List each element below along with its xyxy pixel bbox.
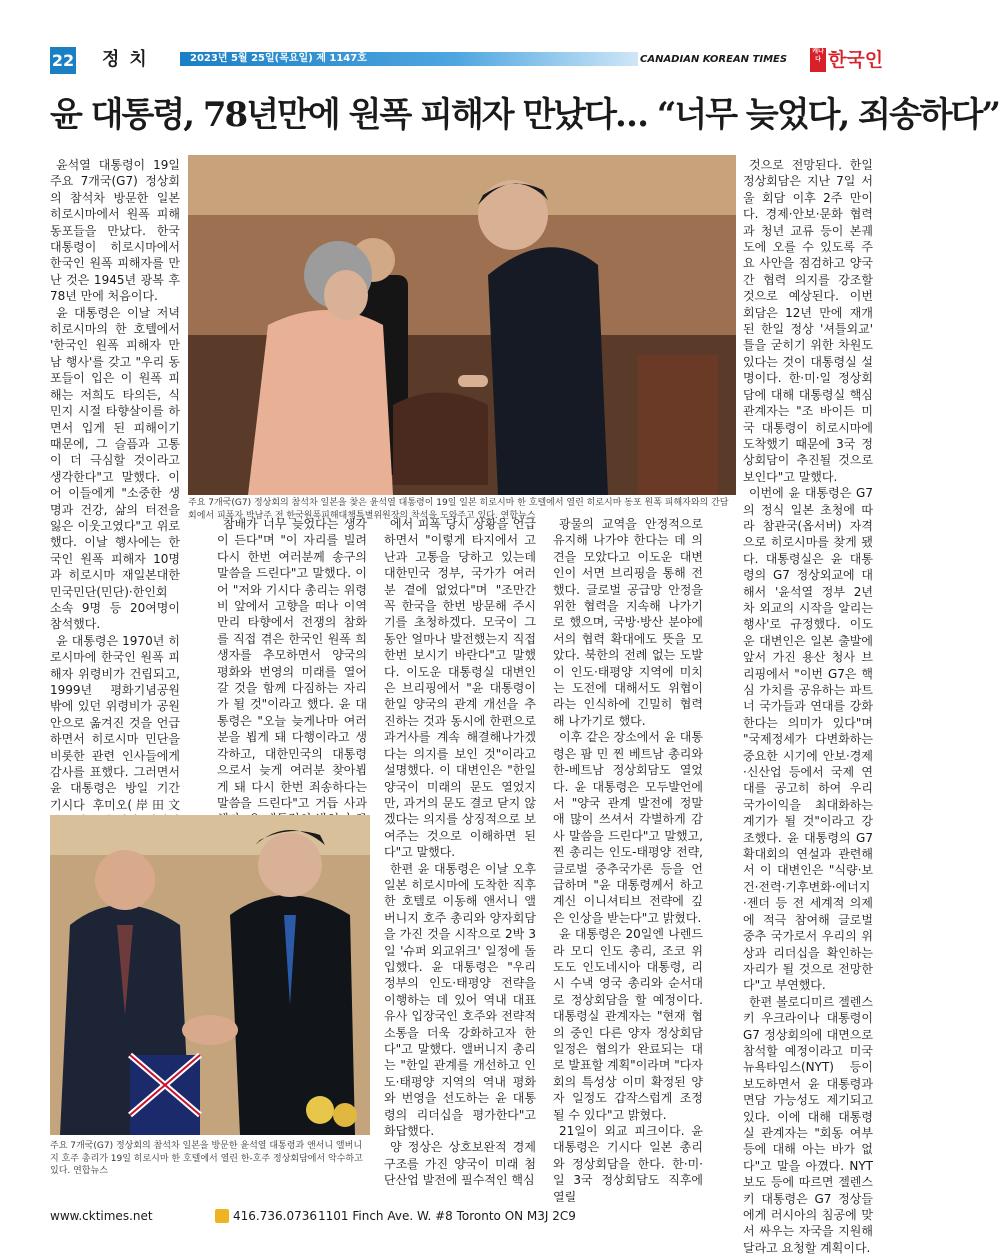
website-link[interactable]: www.cktimes.net <box>50 1209 153 1223</box>
paragraph: 에서 피폭 당시 상황을 언급하면서 "이렇게 타지에서 고난과 고통을 당하고 있는데 대한민국 정부, 국가가 여러분 곁에 없었다"며 "조만간 꼭 한국을 한번 방문해 주시기를 초청하겠다. 모국이 그동안 얼마나 발전했는지 직접 한번 보시기 바란다"고 말했다. 이도운 대통령실 대변인은 브리핑에서 "윤 대통령이 한일 양국의 관계 개선을 추진하는 것과 동시에 한편으로 과거사를 계속 해결해나가겠다는 의지를 보인 것"이라고 설명했다. 이 대변인은 "한일 양국이 미래의 문도 열었지만, 과거의 문도 결코 닫지 않겠다는 의지를 상징적으로 보여주는 것으로 이해하면 된다"고 말했다. <box>384 517 536 860</box>
paper-logo <box>810 46 884 74</box>
paper-english-name: CANADIAN KOREAN TIMES <box>640 54 788 65</box>
logo-text: 한국인 <box>828 49 884 71</box>
page-header <box>50 46 884 76</box>
photo2-caption: 주요 7개국(G7) 정상회의 참석차 일본을 방문한 윤석열 대통령과 앤서니 앨버니지 호주 총리가 19일 히로시마 한 호텔에서 열린 한-호주 정상회담에서 악수하고 있다. 연합뉴스 <box>50 1141 363 1176</box>
paragraph: 윤 대통령은 1970년 히로시마에 한국인 원폭 피해자 위령비가 건립되고, 1999년 평화기념공원 밖에 있던 위령비가 공원 안으로 옮겨진 것을 언급하면서 히로시마 민단을 비롯한 관련 인사들에게 감사를 표했다. 그러면서 윤 대통령은 방일 기간 기시다 후미오(岸田文 <box>50 633 180 812</box>
photo-hiroshima-meeting <box>188 155 736 495</box>
paragraph: 윤 대통령은 20일엔 나렌드라 모디 인도 총리, 조코 위도도 인도네시아 대통령, 리시 수낵 영국 총리와 순서대로 정상회담을 할 예정이다. 대통령실 관계자는 "현재 협의 중인 다른 양자 정상회담 일정은 협의가 완료되는 대로 발표할 계획"이라며 "다자회의 특성상 이미 확정된 양자 일정도 갑작스럽게 조정될 수 있다"고 밝혔다. <box>553 927 703 1122</box>
photo-korea-australia-summit <box>50 815 370 1135</box>
phone-icon <box>215 1209 229 1223</box>
paragraph: 이후 같은 장소에서 윤 대통령은 팜 민 찐 베트남 총리와 한-베트남 정상회담도 열었다. 윤 대통령은 모두발언에서 "양국 관계 발전에 정말 애 많이 쓰셔서 각별하게 감사 말씀을 드린다"고 말했고, 찐 총리는 인도-태평양 전략, 글로벌 중추국가론 등을 언급하며 "윤 대통령께서 하고 계신 이니셔티브 전략에 깊은 인상을 받는다"고 밝혔다. <box>553 730 703 925</box>
paragraph: 양 정상은 상호보완적 경제구조를 가진 양국이 미래 첨단산업 발전에 필수적인 핵심 <box>384 1140 536 1188</box>
paragraph: 이번에 윤 대통령은 G7의 정식 일본 초청에 따라 참관국(옵서버) 자격으로 히로시마를 찾게 됐다. 대통령실은 윤 대통령의 G7 정상외교에 대해서 '윤석열 정부 2년 차 외교의 시작을 알리는 행사'로 규정했다. 이도운 대변인은 일본 출발에 앞서 가진 용산 청사 브리핑에서 "이번 G7은 핵심 가치를 공유하는 파트너 국가들과 연대를 강화한다는 의미가 있다"며 "국제정세가 다변화하는 중요한 시기에 안보·경제·신산업 등에서 국제 연대를 공고히 하여 우리 국가이익을 최대화하는 계기가 될 것"이라고 강조했다. 윤 대통령의 G7 확대회의 연설과 관련해서 이 대변인은 "식량·보건·전력·기후변화·에너지·젠더 등 전 세계적 의제에 적극 참여해 글로벌 중추 국가로서 우리의 위상과 리더십을 확인하는 자리가 될 것으로 전망한다"고 부연했다. <box>743 486 873 993</box>
paragraph: 광물의 교역을 안정적으로 유지해 나가야 한다는 데 의견을 모았다고 이도운 대변인이 서면 브리핑을 통해 전했다. 글로벌 공급망 안정을 위한 협력을 지속해 나가기로 했으며, 국방·방산 분야에서의 협력 확대에도 뜻을 모았다. 북한의 전례 없는 도발이 인도·태평양 지역에 미치는 도전에 대해서도 위협이라는 인식하에 긴밀히 협력해 나가기로 했다. <box>553 517 703 728</box>
column-3 <box>384 516 536 1202</box>
page-footer <box>50 1206 873 1226</box>
paragraph: 21일이 외교 피크이다. 윤 대통령은 기시다 일본 총리와 정상회담을 한다. 한·미·일 3국 정상회담도 직후에 열릴 <box>553 1124 703 1204</box>
paragraph: 것으로 전망된다. 한일 정상회담은 지난 7일 서울 회담 이후 2주 만이다. 경제·안보·문화 협력과 청년 교류 등이 본궤도에 오를 수 있도록 주요 사안을 점검하고 양국간 협력 의지를 강조할 것으로 예상된다. 이번 회담은 12년 만에 재개된 한일 정상 '셔틀외교' 틀을 굳히기 위한 차원도 있다는 것이 대통령실 설명이다. 한·미·일 정상회담에 대해 대통령실 핵심 관계자는 "조 바이든 미국 대통령이 히로시마에 도착했기 때문에 3국 정상회담이 추진될 것으로 보인다"고 말했다. <box>743 158 873 484</box>
phone-number: 416.736.0736 <box>233 1209 317 1223</box>
paragraph: 윤 대통령은 이날 저녁 히로시마의 한 호텔에서 '한국인 원폭 피해자 만남 행사'를 갖고 "우리 동포들이 입은 이 원폭 피해는 저희도 타의든, 식민지 시절 타향살이를 하면서 입게 된 피해이기 때문에, 그 슬픔과 고통이 더 극심할 것이라고 생각한다"고 말했다. 이어 이들에게 "소중한 생명과 건강, 삶의 터전을 잃은 이웃고였다"고 위로했다. 이날 행사에는 한국인 원폭 피해자 10명과 히로시마 재일본대한민국민단(민단)·한인회 소속 9명 등 20여명이 참석했다. <box>50 305 180 632</box>
article-headline: 윤 대통령, 78년만에 원폭 피해자 만났다… “너무 늦었다, 죄송하다” <box>50 95 999 135</box>
issue-date: 2023년 5월 25일(목요일) 제 1147호 <box>190 53 367 64</box>
column-2 <box>217 516 367 812</box>
photo1-caption: 주요 7개국(G7) 정상회의 참석차 일본을 찾은 윤석열 대통령이 19일 일본 히로시마 한 호텔에서 열린 히로시마 동포 원폭 피해자와의 간담회에서 피폭자 박남주 전 한국원폭피해대책특별위원장의 착석을 도와주고 있다. 연합뉴스 <box>188 498 729 521</box>
logo-badge: 캐나다 <box>810 48 826 72</box>
column-4 <box>553 516 703 1202</box>
page-number: 22 <box>50 47 76 74</box>
paragraph: 참배가 너무 늦었다는 생각이 든다"며 "이 자리를 빌려 다시 한번 여러분께 송구의 말씀을 드린다"고 말했다. 이어 "저와 기시다 총리는 위령비 앞에서 고향을 떠나 이역만리 타향에서 전쟁의 참화를 직접 겪은 한국인 원폭 희생자를 추모하면서 양국의 평화와 번영의 미래를 열어갈 것을 함께 다짐하는 자리가 될 것"이라고 했다. 윤 대통령은 "오늘 늦게나마 여러분을 뵙게 돼 다행이라고 생각하고, 대한민국의 대통령으로서 늦게 여러분 찾아뵙게 돼 다시 한번 죄송하다는 말씀을 드린다"고 거듭 사과 <box>217 517 367 810</box>
column-5 <box>743 157 873 1255</box>
section-title: 정치 <box>102 49 157 70</box>
office-address: 1101 Finch Ave. W. #8 Toronto ON M3J 2C9 <box>318 1209 576 1223</box>
paragraph: 윤석열 대통령이 19일 주요 7개국(G7) 정상회의 참석차 방문한 일본 히로시마에서 원폭 피해 동포들을 만났다. 한국 대통령이 히로시마에서 한국인 원폭 피해자를 만난 것은 1945년 광복 후 78년 만에 처음이다. <box>50 158 180 304</box>
column-1 <box>50 157 180 811</box>
paragraph: 한편 볼로디미르 젤렌스키 우크라이나 대통령이 G7 정상회의에 대면으로 참석할 예정이라고 미국 뉴욕타임스(NYT) 등이 보도하면서 윤 대통령과 면담 가능성도 제기되고 있다. 이에 대해 대통령실 관계자는 "회동 여부 등에 대해 아는 바가 없다"고 말을 아꼈다. NYT 보도 등에 따르면 젤렌스키 대통령은 G7 정상들에게 러시아의 침공에 맞서 싸우는 자국을 지원해달라고 요청할 계획이다. <box>743 994 873 1255</box>
paragraph: 한편 윤 대통령은 이날 오후 일본 히로시마에 도착한 직후 한 호텔로 이동해 앤서니 앨버니지 호주 총리와 양자회담을 가진 것을 시작으로 2박 3일 '슈퍼 외교위크' 일정에 돌입했다. 윤 대통령은 "우리 정부의 인도·태평양 전략을 이행하는 데 있어 역내 대표 유사 입장국인 호주와 전략적 소통을 더욱 강화하고자 한다"고 말했다. 앨버니지 총리는 "한일 관계를 개선하고 인도·태평양 지역의 역내 평화와 번영을 선도하는 윤 대통령의 리더십을 평가한다"고 화답했다. <box>384 861 536 1139</box>
